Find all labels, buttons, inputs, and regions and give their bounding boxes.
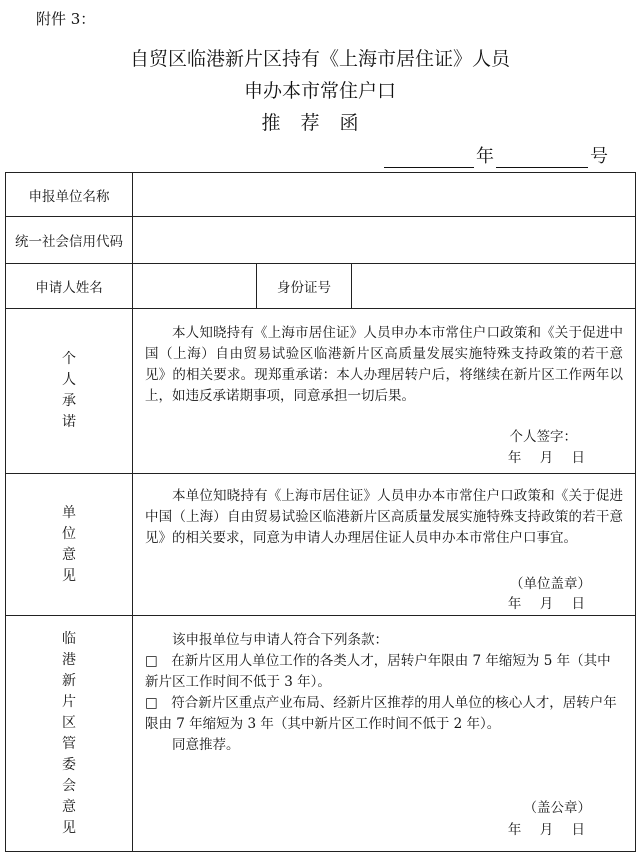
committee-label-char: 临	[62, 630, 76, 647]
title-line-2: 申办本市常住户口	[243, 80, 396, 102]
committee-label-char: 区	[62, 714, 76, 731]
unit-opinion-text: 本单位知晓持有《上海市居住证》人员申办本市常住户口政策和《关于促进中国（上海）自由贸易试验区临港新片区高质量发展实施特殊支持政策的若干意见》的相关要求，同意为申请人办理居住证人员申办本市常住户口事宜。	[145, 488, 623, 546]
recommendation-form	[5, 172, 636, 852]
applicant-name-label: 申请人姓名	[6, 264, 133, 309]
ref-number-label: 号	[590, 146, 608, 167]
unit-label-char: 位	[62, 525, 76, 542]
committee-label-char: 意	[62, 798, 76, 815]
title-line-3: 推荐函	[261, 112, 379, 134]
ref-number-blank[interactable]	[496, 145, 588, 168]
ref-year-blank[interactable]	[384, 145, 474, 168]
committee-opinion-cell	[133, 616, 636, 852]
unit-opinion-label	[6, 474, 133, 616]
committee-option-1[interactable]: □ 在新片区用人单位工作的各类人才，居转户年限由 7 年缩短为 5 年（其中新片区工作时间不低于 3 年）。	[145, 653, 611, 690]
credit-code-label: 统一社会信用代码	[6, 217, 133, 264]
committee-label-char: 新	[62, 672, 76, 689]
title-line-1: 自贸区临港新片区持有《上海市居住证》人员	[129, 48, 510, 70]
personal-label-char: 承	[62, 393, 76, 409]
personal-commitment-text: 本人知晓持有《上海市居住证》人员申办本市常住户口政策和《关于促进中国（上海）自由贸易试验区临港新片区高质量发展实施特殊支持政策的若干意见》的相关要求。现郑重承诺：本人办理居转户后，将继续在新片区工作两年以上，如违反承诺期事项，同意承担一切后果。	[145, 325, 623, 404]
committee-agree: 同意推荐。	[172, 737, 240, 753]
ref-year-label: 年	[476, 146, 494, 167]
personal-commitment-cell	[133, 309, 636, 474]
credit-code-field[interactable]	[133, 217, 636, 264]
personal-commitment-label	[6, 309, 133, 474]
unit-label-char: 见	[62, 567, 76, 584]
attachment-label: 附件 3：	[36, 10, 96, 28]
personal-label-char: 人	[62, 372, 76, 388]
committee-label-char: 片	[62, 693, 76, 710]
reference-number	[384, 142, 610, 168]
committee-seal-label: （盖公章）	[523, 800, 591, 816]
unit-name-field[interactable]	[133, 173, 636, 217]
personal-label-char: 个	[62, 351, 76, 367]
personal-signature-label: 个人签字：	[509, 429, 577, 445]
applicant-name-field[interactable]	[133, 264, 257, 309]
committee-label-char: 委	[62, 756, 76, 773]
id-number-label: 身份证号	[257, 264, 352, 309]
id-number-field[interactable]	[352, 264, 636, 309]
unit-opinion-cell	[133, 474, 636, 616]
committee-intro: 该申报单位与申请人符合下列条款：	[172, 632, 388, 648]
personal-label-char: 诺	[62, 414, 76, 430]
committee-opinion-label	[6, 616, 133, 852]
unit-label-char: 意	[62, 546, 76, 563]
unit-name-label: 申报单位名称	[6, 173, 133, 217]
committee-label-char: 港	[62, 651, 76, 668]
committee-date: 年 月 日	[507, 822, 585, 838]
committee-label-char: 会	[62, 777, 76, 794]
committee-label-char: 管	[62, 735, 76, 752]
committee-label-char: 见	[62, 819, 76, 836]
personal-date: 年 月 日	[507, 450, 585, 466]
unit-seal-label: （单位盖章）	[510, 576, 591, 592]
unit-date: 年 月 日	[507, 596, 585, 612]
unit-label-char: 单	[62, 504, 76, 521]
committee-option-2[interactable]: □ 符合新片区重点产业布局、经新片区推荐的用人单位的核心人才，居转户年限由 7 年缩短为 3 年（其中新片区工作时间不低于 2 年）。	[145, 695, 617, 732]
